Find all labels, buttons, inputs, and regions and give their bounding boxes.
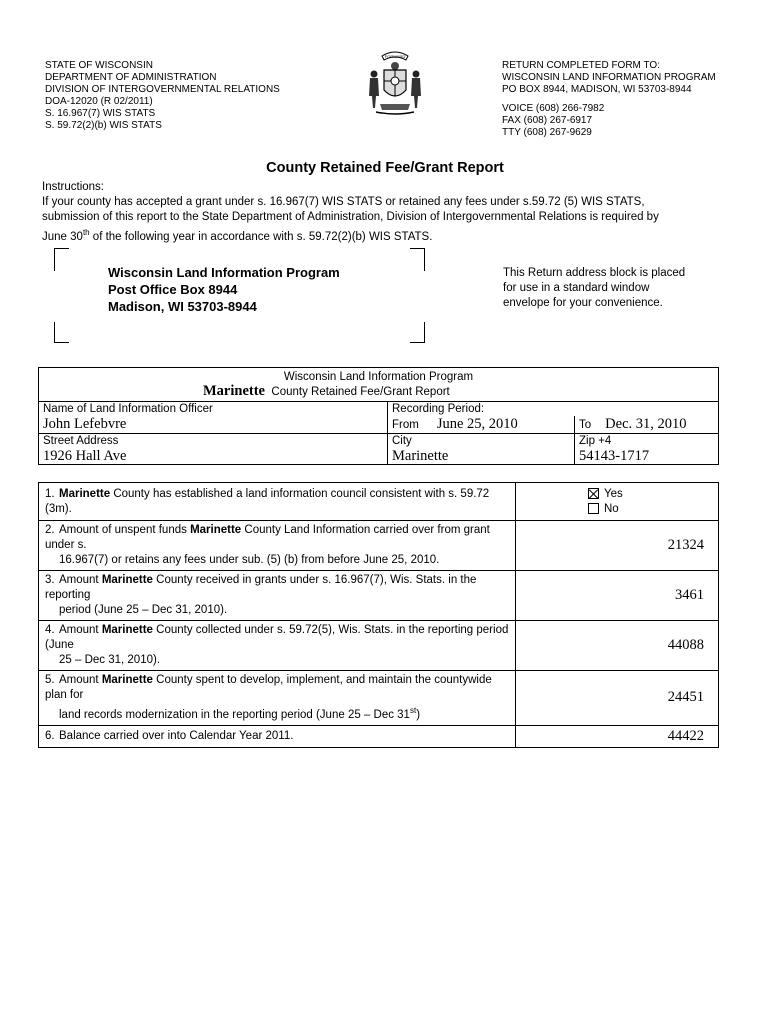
- header-line: DEPARTMENT OF ADMINISTRATION: [45, 72, 217, 83]
- seal-motto: FORWARD: [384, 54, 406, 59]
- header-line: PO BOX 8944, MADISON, WI 53703-8944: [502, 84, 692, 95]
- from-date-cell: [388, 416, 575, 434]
- note-line: for use in a standard window: [503, 282, 650, 294]
- window-corner-bottom-right: [410, 322, 425, 343]
- header-line: DIVISION OF INTERGOVERNMENTAL RELATIONS: [45, 84, 280, 95]
- city-field[interactable]: Marinette: [388, 448, 575, 465]
- return-address-block: [108, 264, 340, 315]
- address-line: Madison, WI 53703-8944: [108, 299, 257, 314]
- question-row: [39, 521, 719, 571]
- question-4: 4. Amount Marinette County collected under s. 59.72(5), Wis. Stats. in the reporting period (June 25 – Dec 31, 2010).: [39, 621, 516, 671]
- no-option[interactable]: No: [588, 502, 704, 517]
- form-heading: [39, 368, 719, 402]
- header-line: DOA-12020 (R 02/2011): [45, 96, 153, 107]
- header-line: S. 59.72(2)(b) WIS STATS: [45, 120, 162, 131]
- note-line: This Return address block is placed: [503, 267, 686, 279]
- county-info-table: [38, 367, 719, 465]
- question-row: [39, 571, 719, 621]
- window-envelope-note: [503, 266, 685, 311]
- address-line: Post Office Box 8944: [108, 282, 238, 297]
- header-line: WISCONSIN LAND INFORMATION PROGRAM: [502, 72, 716, 83]
- program-name: Wisconsin Land Information Program: [283, 371, 474, 383]
- from-label: From: [392, 419, 419, 431]
- officer-label: Name of Land Information Officer: [39, 402, 388, 417]
- report-items-table: [38, 482, 719, 748]
- instructions-line: submission of this report to the State Department of Administration, Division of Intergovernmental Relations is required by: [42, 211, 659, 223]
- street-address-field[interactable]: 1926 Hall Ave: [39, 448, 388, 465]
- question-1: 1. Marinette County has established a land information council consistent with s. 59.72 (3m).: [39, 483, 516, 521]
- page-title: County Retained Fee/Grant Report: [266, 160, 504, 176]
- instructions-line: June 30th of the following year in accordance with s. 59.72(2)(b) WIS STATS.: [42, 228, 433, 243]
- recording-period-label: Recording Period:: [388, 402, 719, 417]
- question-row: [39, 725, 719, 747]
- address-line: Wisconsin Land Information Program: [108, 265, 340, 280]
- council-answer-cell: [516, 483, 719, 521]
- instructions-heading: Instructions:: [42, 181, 104, 193]
- balance-carried-over-value[interactable]: 44422: [516, 725, 719, 747]
- question-row: [39, 621, 719, 671]
- header-line: TTY (608) 267-9629: [502, 127, 592, 138]
- question-row: [39, 671, 719, 726]
- question-5: 5. Amount Marinette County spent to develop, implement, and maintain the countywide plan for land records modernization in the reporting period (June 25 – Dec 31st): [39, 671, 516, 726]
- instructions: [42, 180, 732, 245]
- zip-label: Zip +4: [575, 434, 719, 449]
- question-2: 2. Amount of unspent funds Marinette County Land Information carried over from grant under s. 16.967(7) or retains any fees under sub. (5) (b) from before June 25, 2010.: [39, 521, 516, 571]
- window-corner-bottom-left: [54, 322, 69, 343]
- zip-field[interactable]: 54143-1717: [575, 448, 719, 465]
- city-label: City: [388, 434, 575, 449]
- from-date-field[interactable]: June 25, 2010: [436, 416, 518, 432]
- header-line: STATE OF WISCONSIN: [45, 60, 153, 71]
- question-row: [39, 483, 719, 521]
- officer-name-field[interactable]: John Lefebvre: [39, 416, 388, 434]
- state-seal-icon: [362, 46, 428, 118]
- yes-option[interactable]: Yes: [588, 487, 704, 502]
- street-label: Street Address: [39, 434, 388, 449]
- question-6: 6. Balance carried over into Calendar Year 2011.: [39, 725, 516, 747]
- return-to-header: [502, 60, 716, 139]
- grants-received-value[interactable]: 3461: [516, 571, 719, 621]
- no-checkbox[interactable]: [588, 503, 599, 514]
- header-line: S. 16.967(7) WIS STATS: [45, 108, 156, 119]
- to-date-field[interactable]: Dec. 31, 2010: [605, 416, 687, 432]
- window-corner-top-left: [54, 248, 69, 271]
- fees-collected-value[interactable]: 44088: [516, 621, 719, 671]
- unspent-funds-value[interactable]: 21324: [516, 521, 719, 571]
- header-line: FAX (608) 267-6917: [502, 115, 593, 126]
- window-corner-top-right: [410, 248, 425, 271]
- report-name: County Retained Fee/Grant Report: [271, 386, 450, 398]
- to-date-cell: [575, 416, 719, 434]
- instructions-line: If your county has accepted a grant under s. 16.967(7) WIS STATS or retained any fees under s.59.72 (5) WIS STATS,: [42, 196, 645, 208]
- to-label: To: [579, 419, 592, 431]
- header-line: VOICE (608) 266-7982: [502, 103, 605, 114]
- county-name-field[interactable]: Marinette: [203, 383, 265, 399]
- question-3: 3. Amount Marinette County received in grants under s. 16.967(7), Wis. Stats. in the reporting period (June 25 – Dec 31, 2010).: [39, 571, 516, 621]
- header-line: RETURN COMPLETED FORM TO:: [502, 60, 660, 71]
- agency-header: [45, 60, 280, 132]
- note-line: envelope for your convenience.: [503, 297, 663, 309]
- yes-checkbox[interactable]: [588, 488, 599, 499]
- amount-spent-value[interactable]: 24451: [516, 671, 719, 726]
